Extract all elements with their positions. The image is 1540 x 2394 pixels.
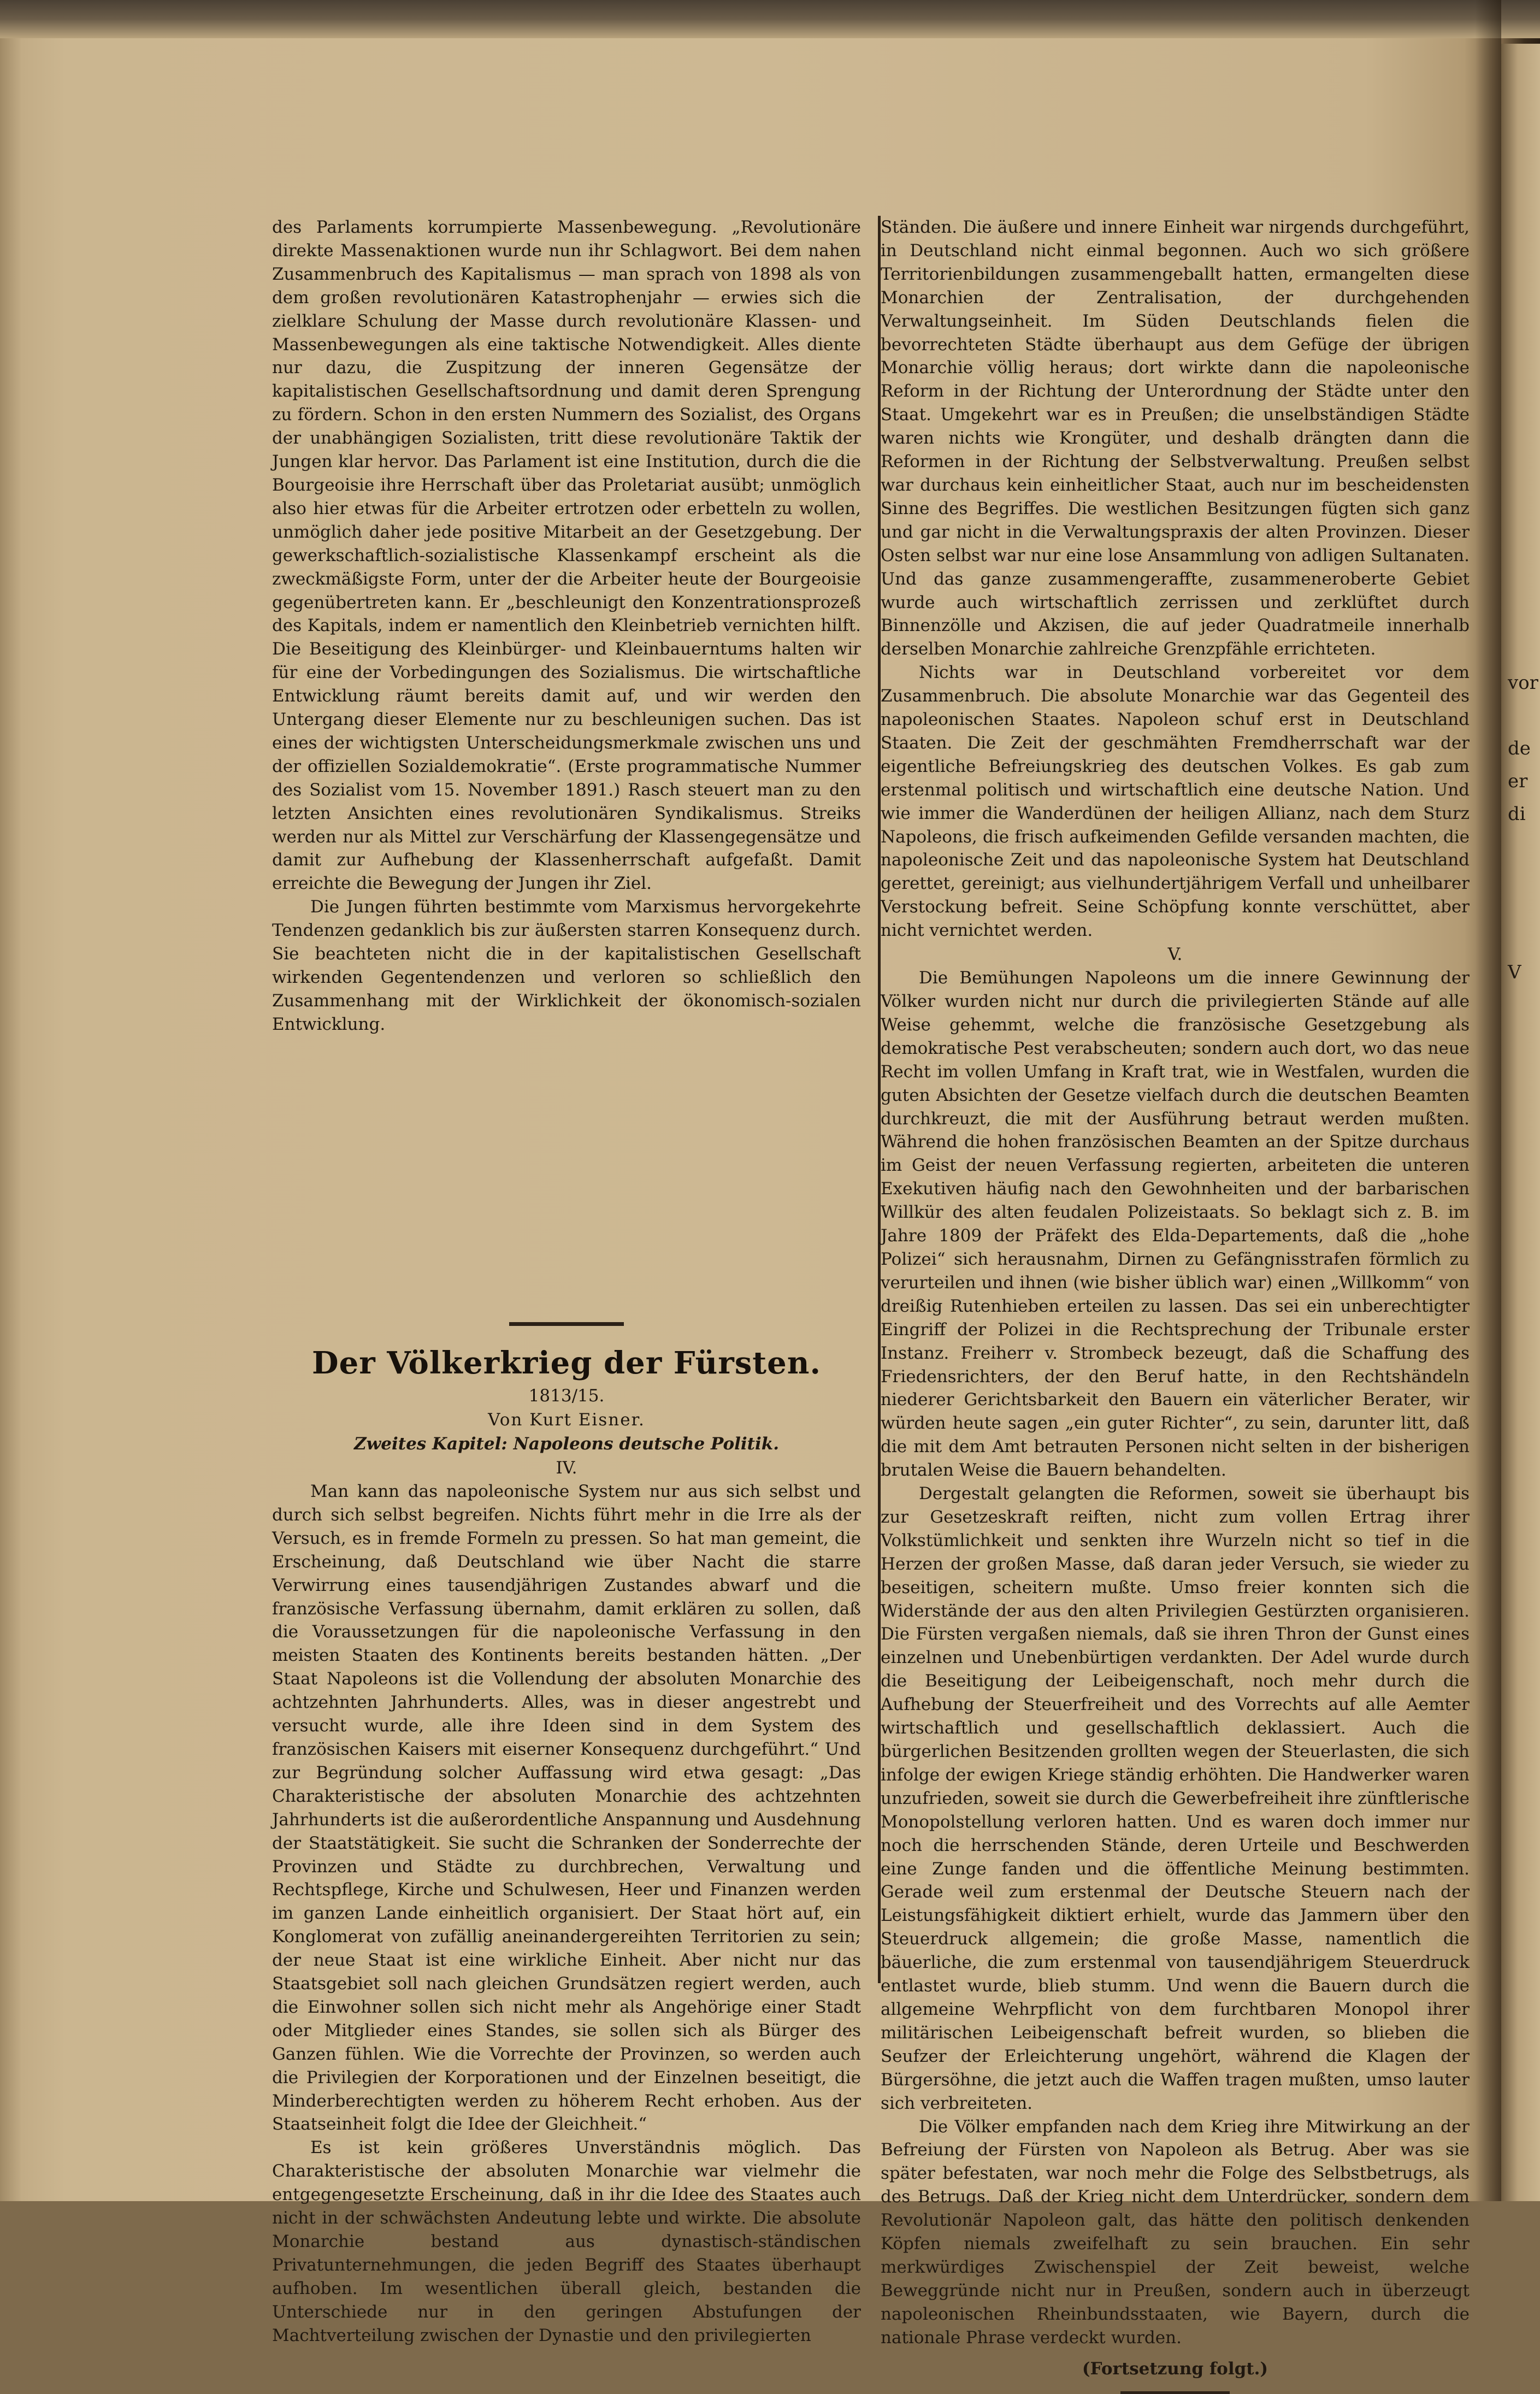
left-column-text [272,216,861,1036]
section-number-iv: IV. [556,1458,577,1478]
next-page-fragment: V [1508,962,1521,983]
article-paragraph: Es ist kein größeres Unverständnis möglich. Das Charakteristische der absoluten Monarchie war vielmehr die entgegengesetzte Erscheinung, daß in ihr die Idee des Staates auch nicht in der schwächsten Andeutung lebte und wirkte. Die absolute Monarchie bestand aus dynastisch-ständischen Privatunternehmungen, die jeden Begriff des Staates überhaupt aufhoben. Im wesentlichen überall gleich, bestanden die Unterschiede nur in den geringen Abstufungen der Machtverteilung zwischen der Dynastie und den privilegierten [272,2138,861,2345]
next-page-fragment: di [1508,803,1526,825]
section-number-v: V. [1167,945,1183,965]
left-paragraph: Die Jungen führten bestimmte vom Marxismus hervorgekehrte Tendenzen gedanklich bis zur äußersten starren Konsequenz durch. Sie beachteten nicht die in der kapitalistischen Gesellschaft wirkenden Gegentendenzen und verloren so schließlich den Zusammenhang mit der Wirklichkeit der ökonomisch-sozialen Entwicklung. [272,897,861,1034]
next-page-fragment: vor [1508,672,1538,694]
right-paragraph: Die Bemühungen Napoleons um die innere Gewinnung der Völker wurden nicht nur durch die privilegierten Stände auf alle Weise gehemmt, welche die französische Gesetzgebung als demokratische Pest verabscheuten; sondern auch dort, wo das neue Recht im vollen Umfang in Kraft trat, wie in Westfalen, wurden die guten Absichten der Gesetze vielfach durch die deutschen Beamten durchkreuzt, die mit der Ausführung betraut werden mußten. Während die hohen französischen Beamten an der Spitze durchaus im Geist der neuen Verfassung regierten, arbeiteten die unteren Exekutiven häufig nach den Gewohnheiten und der barbarischen Willkür des alten feudalen Polizeistaats. So beklagt sich z. B. im Jahre 1809 der Präfekt des Elda-Departements, daß die „hohe Polizei“ sich herausnahm, Dirnen zu Gefängnisstrafen förmlich zu verurteilen und ihnen (wie bisher üblich war) einen „Willkomm“ von dreißig Rutenhieben erteilen zu lassen. Das sei ein unberechtigter Eingriff der Polizei in die Rechtsprechung der Tribunale erster Instanz. Freiherr v. Strombeck bezeugt, daß die Schaffung des Friedensrichters, der den Beruf hatte, in den Rechtshändeln niederer Gerichtsbarkeit den Bauern ein väterlicher Berater, wir würden heute sagen „ein guter Richter“, zu sein, darunter litt, daß die mit dem Amt betrauten Personen nicht selten in der bisherigen brutalen Weise die Bauern behandelten. [881,968,1470,1481]
page-top-edge [0,0,1540,38]
right-paragraph: Dergestalt gelangten die Reformen, soweit sie überhaupt bis zur Gesetzeskraft reiften, nicht zum vollen Ertrag ihrer Volkstümlichkeit und senkten ihre Wurzeln nicht so tief in die Herzen der großen Masse, daß daran jeder Versuch, sie wieder zu beseitigen, scheitern mußte. Umso freier konnten sich die Widerstände der aus den alten Privilegien Gestürzten organisieren. Die Fürsten vergaßen niemals, daß sie ihren Thron der Gunst eines einzelnen und Unebenbürtigen verdankten. Der Adel wurde durch die Beseitigung der Leibeigenschaft, noch mehr durch die Aufhebung der Steuerfreiheit und des Vorrechts auf alle Aemter wirtschaftlich und gesellschaftlich deklassiert. Auch die bürgerlichen Besitzenden grollten wegen der Steuerlasten, die sich infolge der ewigen Kriege ständig erhöhten. Die Handwerker waren unzufrieden, soweit sie durch die Gewerbefreiheit ihre zünftlerische Monopolstellung verloren hatten. Und es waren doch immer nur noch die herrschenden Stände, deren Urteile und Beschwerden eine Zunge fanden und die öffentliche Meinung bestimmten. Gerade weil zum erstenmal der Deutsche Steuern nach der Leistungsfähigkeit diktiert erhielt, wurde das Jammern über den Steuerdruck allgemein; die große Masse, namentlich die bäuerliche, die zum erstenmal von tausendjährigem Steuerdruck entlastet wurde, blieb stumm. Und wenn die Bauern durch die allgemeine Wehrpflicht von dem furchtbaren Monopol ihrer militärischen Leibeigenschaft befreit wurden, so blieben die Seufzer der Erleichterung ungehört, während die Klagen der Bürgersöhne, die jetzt auch die Waffen tragen mußten, umso lauter sich verbreiteten. [881,1484,1470,2113]
chapter-title: Zweites Kapitel: Napoleons deutsche Politik. [353,1434,780,1454]
continuation-note: (Fortsetzung folgt.) [1082,2358,1268,2379]
right-paragraph: Ständen. Die äußere und innere Einheit war nirgends durchgeführt, in Deutschland nicht einmal begonnen. Auch wo sich größere Territorienbildungen zusammengeballt hatten, ermangelten diese Monarchien der Zentralisation, der durchgehenden Verwaltungseinheit. Im Süden Deutschlands fielen die bevorrechteten Städte überhaupt aus dem Gefüge der übrigen Monarchie völlig heraus; dort wirkte dann die napoleonische Reform in der Richtung der Unterordnung der Städte unter den Staat. Umgekehrt war es in Preußen; die unselbständigen Städte waren nichts wie Krongüter, und deshalb drängten dann die Reformen in der Richtung der Selbstverwaltung. Preußen selbst war durchaus kein einheitlicher Staat, auch nur im bescheidensten Sinne des Begriffes. Die westlichen Besitzungen fügten sich ganz und gar nicht in die Verwaltungspraxis der alten Provinzen. Dieser Osten selbst war nur eine lose Ansammlung von adligen Sultanaten. Und das ganze zusammengeraffte, zusammeneroberte Gebiet wurde auch wirtschaftlich zerrissen und zerklüftet durch Binnenzölle und Akzisen, die auf jeder Quadratmeile innerhalb derselben Monarchie zahlreiche Grenzpfähle errichteten. [881,217,1470,659]
next-page-fragment: er [1508,770,1528,792]
article-headline: Der Völkerkrieg der Fürsten. [312,1345,821,1381]
right-paragraph: Nichts war in Deutschland vorbereitet vor dem Zusammenbruch. Die absolute Monarchie war das Gegenteil des napoleonischen Staates. Napoleon schuf erst in Deutschland Staaten. Die Zeit der geschmähten Fremdherrschaft war der eigentliche Befreiungskrieg des deutschen Volkes. Es gab zum erstenmal politisch und wirtschaftlich eine deutsche Nation. Und wie immer die Wanderdünen der heiligen Allianz, nach dem Sturz Napoleons, die frisch aufkeimenden Gefilde versanden machten, die napoleonische Zeit und das napoleonische System hat Deutschland gerettet, gereinigt; aus vielhundertjährigem Verfall und unheilbarer Verstockung befreit. Seine Schöpfung konnte verschüttet, aber nicht vernichtet werden. [881,663,1470,941]
right-paragraph: Die Völker empfanden nach dem Krieg ihre Mitwirkung an der Befreiung der Fürsten von Napoleon als Betrug. Aber was sie später befestaten, war noch mehr die Folge des Selbstbetrugs, als des Betrugs. Daß der Krieg nicht dem Unterdrücker, sondern dem Revolutionär Napoleon galt, das hätte den politisch denkenden Köpfen niemals zweifelhaft zu sein brauchen. Ein sehr merkwürdiges Zwischenspiel der Zeit beweist, welche Beweggründe nicht nur in Preußen, sondern auch in überzeugt napoleonischen Rheinbundsstaaten, wie Bayern, durch die nationale Phrase verdeckt wurden. [881,2116,1470,2348]
binding-shadow [1475,0,1501,2201]
adjacent-page-edge [1501,44,1540,2201]
article-years: 1813/15. [528,1386,605,1406]
article-byline: Von Kurt Eisner. [488,1410,645,1430]
left-paragraph: des Parlaments korrumpierte Massenbewegung. „Revolutionäre direkte Massenaktionen wurde nun ihr Schlagwort. Bei dem nahen Zusammenbruch des Kapitalismus — man sprach von 1898 als von dem großen revolutionären Katastrophenjahr — erwies sich die zielklare Schulung der Masse durch revolutionäre Klassen- und Massenbewegungen als eine taktische Notwendigkeit. Alles diente nur dazu, die Zuspitzung der inneren Gegensätze der kapitalistischen Gesellschaftsordnung und damit deren Sprengung zu fördern. Schon in den ersten Nummern des Sozialist, des Organs der unabhängigen Sozialisten, tritt diese revolutionäre Taktik der Jungen klar hervor. Das Parlament ist eine Institution, durch die die Bourgeoisie ihre Herrschaft über das Proletariat ausübt; unmöglich also hier etwas für die Arbeiter ertrotzen oder erbetteln zu wollen, unmöglich daher jede positive Mitarbeit an der Gesetzgebung. Der gewerkschaftlich-sozialistische Klassenkampf erscheint als die zweckmäßigste Form, unter der die Arbeiter heute der Bourgeoisie gegenübertreten kann. Er „beschleunigt den Konzentrationsprozeß des Kapitals, indem er namentlich den Kleinbetrieb vernichten hilft. Die Beseitigung des Kleinbürger- und Kleinbauerntums halten wir für eine der Vorbedingungen des Sozialismus. Die wirtschaftliche Entwicklung räumt bereits damit auf, und wir werden den Untergang dieser Elemente nur zu beschleunigen suchen. Das ist eines der wichtigsten Unterscheidungsmerkmale zwischen uns und der offiziellen Sozialdemokratie“. (Erste programmatische Nummer des Sozialist vom 15. November 1891.) Rasch steuert man zu den letzten Ansichten eines revolutionären Syndikalismus. Streiks werden nur als Mittel zur Verschärfung der Klassengegensätze und damit zur Aufhebung der Klassenherrschaft aufgefaßt. Damit erreichte die Bewegung der Jungen ihr Ziel. [272,217,861,894]
article-paragraph: Man kann das napoleonische System nur aus sich selbst und durch sich selbst begreifen. Nichts führt mehr in die Irre als der Versuch, es in fremde Formeln zu pressen. So hat man gemeint, die Erscheinung, daß Deutschland wie über Nacht die starre Verwirrung eines tausendjährigen Zustandes abwarf und die französische Verfassung übernahm, damit erklären zu sollen, daß die Voraussetzungen für die napoleonische Verfassung in den meisten Staaten des Kontinents bereits bestanden hätten. „Der Staat Napoleons ist die Vollendung der absoluten Monarchie des achtzehnten Jahrhunderts. Alles, was in dieser angestrebt und versucht wurde, alle ihre Ideen sind in dem System des französischen Kaisers mit eiserner Konsequenz durchgeführt.“ Und zur Begründung solcher Auffassung wird etwa gesagt: „Das Charakteristische der absoluten Monarchie des achtzehnten Jahrhunderts ist die außerordentliche Anspannung und Ausdehnung der Staatstätigkeit. Sie sucht die Schranken der Sonderrechte der Provinzen und Städte zu durchbrechen, Verwaltung und Rechtspflege, Kirche und Schulwesen, Heer und Finanzen werden im ganzen Lande einheitlich organisiert. Der Staat hört auf, ein Konglomerat von zufällig aneinandergereihten Territorien zu sein; der neue Staat ist eine wirkliche Einheit. Aber nicht nur das Staatsgebiet soll nach gleichen Grundsätzen regiert werden, auch die Einwohner sollen sich nicht mehr als Angehörige einer Stadt oder Mitglieder eines Standes, sie sollen sich als Bürger des Ganzen fühlen. Wie die Vorrechte der Provinzen, so werden auch die Privilegien der Korporationen und der Einzelnen beseitigt, die Minderberechtigten werden zu höherem Recht erhoben. Aus der Staatseinheit folgt die Idee der Gleichheit.“ [272,1482,861,2134]
article-header [272,1322,861,1480]
section-rule [509,1322,624,1326]
right-column-text [881,216,1470,2394]
article-block [272,1322,861,2348]
next-page-fragment: de [1508,738,1531,759]
end-rule [1120,2391,1230,2394]
